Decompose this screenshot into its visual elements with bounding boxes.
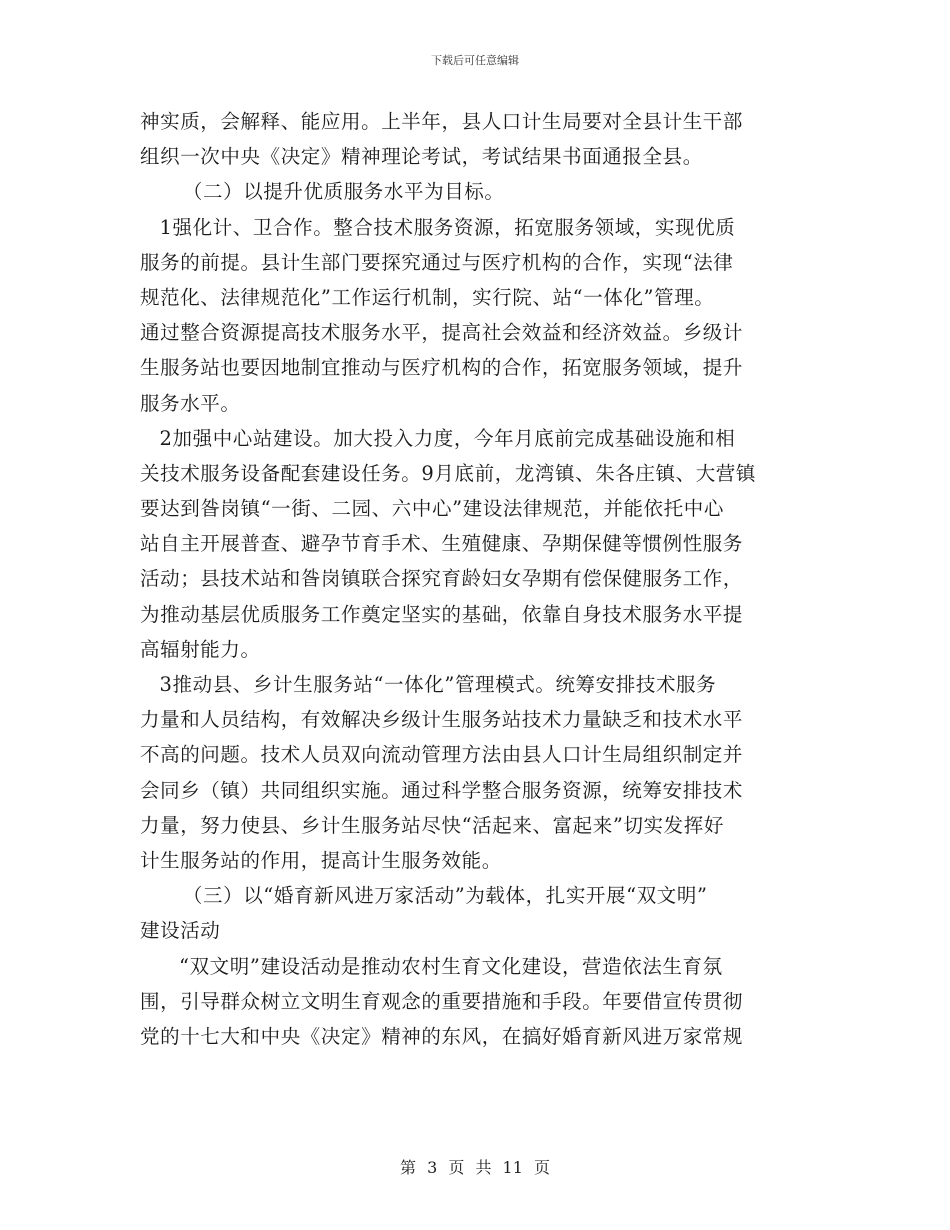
text-line: 计生服务站的作用，提高计生服务效能。 [140, 848, 502, 872]
text-line: 不高的问题。技术人员双向流动管理方法由县人口计生局组织制定并 [140, 743, 744, 767]
text-line: 会同乡（镇）共同组织实施。通过科学整合服务资源，统筹安排技术 [140, 778, 744, 802]
text-line: 为推动基层优质服务工作奠定坚实的基础，依靠自身技术服务水平提 [140, 602, 744, 626]
text-line: 建设活动 [140, 919, 221, 943]
text-line: 站自主开展普查、避孕节育手术、生殖健康、孕期保健等惯例性服务 [140, 532, 744, 556]
text-line: 关技术服务设备配套建设任务。9月底前，龙湾镇、朱各庄镇、大营镇 [140, 461, 757, 485]
text-line: （三）以“婚育新风进万家活动”为载体，扎实开展“双文明” [182, 884, 708, 908]
page-footer: 第 3 页 共 11 页 [400, 1158, 550, 1177]
text-line: 服务的前提。县计生部门要探究通过与医疗机构的合作，实现“法律 [140, 250, 734, 274]
text-line: 神实质，会解释、能应用。上半年，县人口计生局要对全县计生干部 [140, 110, 744, 133]
document-body [140, 104, 820, 1054]
text-line: 围，引导群众树立文明生育观念的重要措施和手段。年要借宣传贯彻 [140, 989, 744, 1013]
text-line: 通过整合资源提高技术服务水平，提高社会效益和经济效益。乡级计 [140, 321, 744, 345]
text-line: 党的十七大和中央《决定》精神的东风，在搞好婚育新风进万家常规 [140, 1024, 744, 1048]
text-line: （二）以提升优质服务水平为目标。 [182, 180, 505, 204]
text-line: 3推动县、乡计生服务站“一体化”管理模式。统筹安排技术服务 [159, 673, 717, 696]
text-line: 要达到昝岗镇“一街、二园、六中心”建设法律规范，并能依托中心 [140, 497, 724, 521]
page-header: 下载后可任意编辑 [431, 54, 519, 67]
text-line: “双文明”建设活动是推动农村生育文化建设，营造依法生育氛 [179, 954, 723, 978]
text-line: 服务水平。 [140, 391, 241, 415]
text-line: 活动；县技术站和昝岗镇联合探究育龄妇女孕期有偿保健服务工作， [140, 567, 744, 591]
text-line: 规范化、法律规范化”工作运行机制，实行院、站“一体化”管理。 [140, 285, 715, 309]
text-line: 力量，努力使县、乡计生服务站尽快“活起来、富起来”切实发挥好 [140, 813, 724, 837]
text-line: 高辐射能力。 [140, 637, 261, 661]
text-line: 2加强中心站建设。加大投入力度，今年月底前完成基础设施和相 [159, 426, 736, 450]
text-line: 组织一次中央《决定》精神理论考试，考试结果书面通报全县。 [140, 145, 703, 169]
text-line: 力量和人员结构，有效解决乡级计生服务站技术力量缺乏和技术水平 [140, 708, 744, 732]
text-line: 生服务站也要因地制宜推动与医疗机构的合作，拓宽服务领域，提升 [140, 356, 744, 380]
text-line: 1强化计、卫合作。整合技术服务资源，拓宽服务领域，实现优质 [159, 215, 736, 239]
